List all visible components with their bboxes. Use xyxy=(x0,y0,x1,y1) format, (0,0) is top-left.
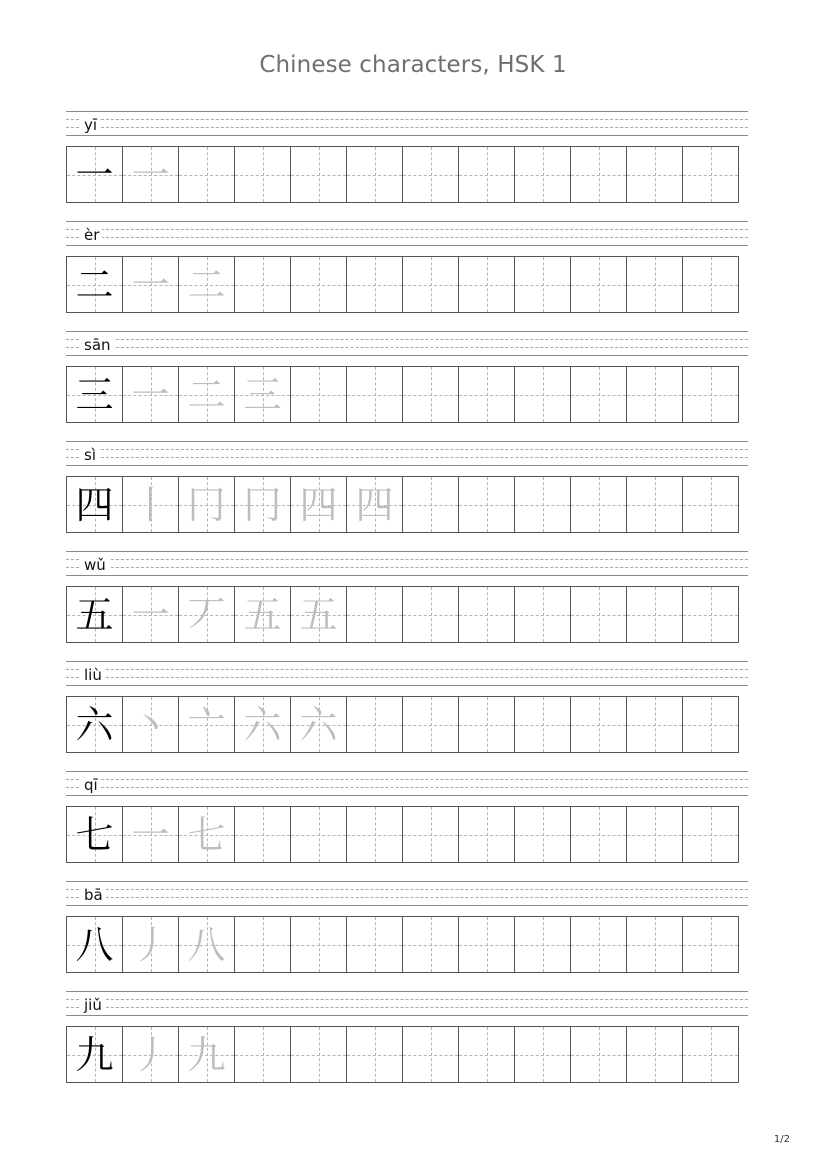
pinyin-guide-lines xyxy=(66,441,748,465)
practice-cell[interactable] xyxy=(458,476,515,533)
stroke-step-character: 五 xyxy=(299,592,338,637)
character-grid xyxy=(66,696,750,753)
stroke-step-character: 五 xyxy=(243,592,282,637)
guide-line xyxy=(66,551,748,552)
practice-cell[interactable] xyxy=(458,366,515,423)
guide-line xyxy=(66,889,748,890)
practice-cell[interactable] xyxy=(626,1026,683,1083)
practice-cell[interactable] xyxy=(346,806,403,863)
practice-cell[interactable] xyxy=(570,1026,627,1083)
stroke-step-character: 冂 xyxy=(187,482,226,527)
practice-row xyxy=(66,991,748,1101)
practice-cell[interactable] xyxy=(682,1026,739,1083)
pinyin-label: sān xyxy=(81,336,114,354)
practice-cell[interactable] xyxy=(458,916,515,973)
practice-row xyxy=(66,221,748,331)
guide-line xyxy=(66,237,748,238)
guide-line xyxy=(66,465,748,466)
character-grid xyxy=(66,256,750,313)
practice-cell[interactable] xyxy=(346,696,403,753)
practice-row xyxy=(66,881,748,991)
practice-row xyxy=(66,661,748,771)
stroke-order-cell xyxy=(122,916,179,973)
model-character-cell xyxy=(66,586,123,643)
guide-line xyxy=(66,685,748,686)
pinyin-guide-lines xyxy=(66,331,748,355)
pinyin-guide-lines xyxy=(66,111,748,135)
practice-cell[interactable] xyxy=(458,696,515,753)
stroke-order-cell xyxy=(290,476,347,533)
practice-cell[interactable] xyxy=(234,806,291,863)
stroke-step-character: 丆 xyxy=(187,592,226,637)
practice-cell[interactable] xyxy=(402,146,459,203)
guide-line xyxy=(66,449,748,450)
guide-line xyxy=(66,559,748,560)
practice-cell[interactable] xyxy=(178,146,235,203)
stroke-order-cell xyxy=(122,1026,179,1083)
practice-cell[interactable] xyxy=(570,366,627,423)
model-character-cell xyxy=(66,146,123,203)
practice-cell[interactable] xyxy=(458,806,515,863)
practice-cell[interactable] xyxy=(290,916,347,973)
practice-cell[interactable] xyxy=(346,916,403,973)
guide-line xyxy=(66,331,748,332)
stroke-step-character: 七 xyxy=(187,812,226,857)
pinyin-guide-lines xyxy=(66,661,748,685)
pinyin-guide-lines xyxy=(66,221,748,245)
pinyin-label: qī xyxy=(81,776,101,794)
stroke-order-cell xyxy=(346,476,403,533)
character-grid xyxy=(66,586,750,643)
guide-line xyxy=(66,575,748,576)
guide-line xyxy=(66,347,748,348)
character-grid xyxy=(66,476,750,533)
character-grid xyxy=(66,146,750,203)
practice-cell[interactable] xyxy=(682,586,739,643)
pinyin-label: yī xyxy=(81,116,100,134)
practice-cell[interactable] xyxy=(514,1026,571,1083)
pinyin-label: wǔ xyxy=(81,556,109,574)
practice-cell[interactable] xyxy=(626,256,683,313)
practice-cell[interactable] xyxy=(626,586,683,643)
practice-cell[interactable] xyxy=(626,806,683,863)
stroke-step-character: 一 xyxy=(131,372,170,417)
stroke-order-cell xyxy=(178,806,235,863)
character-grid xyxy=(66,366,750,423)
stroke-step-character: 六 xyxy=(299,702,338,747)
stroke-step-character: 四 xyxy=(355,482,394,527)
stroke-step-character: 三 xyxy=(243,372,282,417)
stroke-order-cell xyxy=(234,366,291,423)
practice-cell[interactable] xyxy=(290,806,347,863)
practice-cell[interactable] xyxy=(514,586,571,643)
practice-cell[interactable] xyxy=(682,366,739,423)
stroke-order-cell xyxy=(122,256,179,313)
guide-line xyxy=(66,905,748,906)
stroke-order-cell xyxy=(122,586,179,643)
practice-cell[interactable] xyxy=(346,366,403,423)
pinyin-label: èr xyxy=(81,226,102,244)
practice-cell[interactable] xyxy=(514,476,571,533)
guide-line xyxy=(66,135,748,136)
practice-cell[interactable] xyxy=(458,586,515,643)
practice-cell[interactable] xyxy=(682,696,739,753)
practice-cell[interactable] xyxy=(346,1026,403,1083)
practice-cell[interactable] xyxy=(514,366,571,423)
stroke-step-character: 一 xyxy=(131,812,170,857)
model-character-cell xyxy=(66,476,123,533)
model-character-cell xyxy=(66,366,123,423)
stroke-order-cell xyxy=(234,476,291,533)
stroke-order-cell xyxy=(122,476,179,533)
stroke-order-cell xyxy=(178,476,235,533)
stroke-step-character: 丶 xyxy=(131,702,170,747)
stroke-step-character: 丿 xyxy=(131,922,170,967)
stroke-step-character: 二 xyxy=(187,262,226,307)
practice-cell[interactable] xyxy=(570,696,627,753)
practice-cell[interactable] xyxy=(402,476,459,533)
practice-cell[interactable] xyxy=(514,146,571,203)
guide-line xyxy=(66,229,748,230)
stroke-order-cell xyxy=(178,696,235,753)
practice-cell[interactable] xyxy=(514,916,571,973)
guide-line xyxy=(66,355,748,356)
practice-cell[interactable] xyxy=(234,916,291,973)
guide-line xyxy=(66,245,748,246)
practice-cell[interactable] xyxy=(514,256,571,313)
stroke-order-cell xyxy=(122,806,179,863)
practice-cell[interactable] xyxy=(402,366,459,423)
page-title: Chinese characters, HSK 1 xyxy=(259,52,567,78)
character-grid xyxy=(66,806,750,863)
practice-cell[interactable] xyxy=(626,916,683,973)
stroke-step-character: 一 xyxy=(131,592,170,637)
practice-cell[interactable] xyxy=(402,586,459,643)
guide-line xyxy=(66,111,748,112)
guide-line xyxy=(66,779,748,780)
practice-cell[interactable] xyxy=(402,916,459,973)
practice-row xyxy=(66,551,748,661)
stroke-step-character: 八 xyxy=(187,922,226,967)
guide-line xyxy=(66,999,748,1000)
practice-cell[interactable] xyxy=(626,366,683,423)
stroke-order-cell xyxy=(122,146,179,203)
pinyin-label: jiǔ xyxy=(81,996,105,1014)
model-character: 二 xyxy=(75,262,114,307)
practice-row xyxy=(66,771,748,881)
pinyin-guide-lines xyxy=(66,771,748,795)
stroke-step-character: 丨 xyxy=(131,482,170,527)
stroke-step-character: 一 xyxy=(131,262,170,307)
practice-cell[interactable] xyxy=(514,806,571,863)
stroke-order-cell xyxy=(178,916,235,973)
pinyin-label: liù xyxy=(81,666,105,684)
practice-cell[interactable] xyxy=(626,146,683,203)
guide-line xyxy=(66,441,748,442)
stroke-step-character: 四 xyxy=(299,482,338,527)
practice-cell[interactable] xyxy=(234,256,291,313)
stroke-order-cell xyxy=(178,1026,235,1083)
practice-cell[interactable] xyxy=(682,806,739,863)
practice-row xyxy=(66,111,748,221)
model-character-cell xyxy=(66,256,123,313)
model-character: 八 xyxy=(75,922,114,967)
stroke-step-character: 九 xyxy=(187,1032,226,1077)
guide-line xyxy=(66,991,748,992)
practice-cell[interactable] xyxy=(626,476,683,533)
practice-cell[interactable] xyxy=(346,256,403,313)
model-character-cell xyxy=(66,806,123,863)
page-number: 1/2 xyxy=(773,1134,790,1145)
stroke-order-cell xyxy=(178,586,235,643)
practice-cell[interactable] xyxy=(290,1026,347,1083)
model-character: 六 xyxy=(75,702,114,747)
stroke-step-character: 一 xyxy=(131,152,170,197)
guide-line xyxy=(66,771,748,772)
pinyin-label: bā xyxy=(81,886,106,904)
pinyin-label: sì xyxy=(81,446,99,464)
practice-cell[interactable] xyxy=(402,806,459,863)
practice-cell[interactable] xyxy=(570,146,627,203)
model-character-cell xyxy=(66,696,123,753)
practice-cell[interactable] xyxy=(402,1026,459,1083)
practice-cell[interactable] xyxy=(514,696,571,753)
guide-line xyxy=(66,127,748,128)
practice-cell[interactable] xyxy=(626,696,683,753)
model-character-cell xyxy=(66,916,123,973)
stroke-order-cell xyxy=(178,256,235,313)
practice-cell[interactable] xyxy=(290,256,347,313)
practice-cell[interactable] xyxy=(458,1026,515,1083)
guide-line xyxy=(66,787,748,788)
guide-line xyxy=(66,1015,748,1016)
stroke-step-character: 二 xyxy=(187,372,226,417)
practice-cell[interactable] xyxy=(458,146,515,203)
pinyin-guide-lines xyxy=(66,991,748,1015)
model-character: 七 xyxy=(75,812,114,857)
practice-cell[interactable] xyxy=(570,476,627,533)
guide-line xyxy=(66,339,748,340)
guide-line xyxy=(66,795,748,796)
practice-cell[interactable] xyxy=(682,916,739,973)
stroke-step-character: 亠 xyxy=(187,702,226,747)
practice-cell[interactable] xyxy=(346,586,403,643)
practice-cell[interactable] xyxy=(682,256,739,313)
model-character: 三 xyxy=(75,372,114,417)
practice-row xyxy=(66,441,748,551)
model-character: 四 xyxy=(75,482,114,527)
practice-cell[interactable] xyxy=(290,146,347,203)
stroke-order-cell xyxy=(290,696,347,753)
character-grid xyxy=(66,916,750,973)
stroke-order-cell xyxy=(234,586,291,643)
model-character: 一 xyxy=(75,152,114,197)
stroke-order-cell xyxy=(290,586,347,643)
practice-cell[interactable] xyxy=(458,256,515,313)
practice-row xyxy=(66,331,748,441)
practice-cell[interactable] xyxy=(570,586,627,643)
guide-line xyxy=(66,669,748,670)
stroke-order-cell xyxy=(122,366,179,423)
stroke-step-character: 冂 xyxy=(243,482,282,527)
stroke-order-cell xyxy=(122,696,179,753)
practice-cell[interactable] xyxy=(402,696,459,753)
guide-line xyxy=(66,661,748,662)
practice-cell[interactable] xyxy=(290,366,347,423)
guide-line xyxy=(66,881,748,882)
practice-cell[interactable] xyxy=(682,476,739,533)
model-character: 五 xyxy=(75,592,114,637)
stroke-order-cell xyxy=(234,696,291,753)
practice-cell[interactable] xyxy=(234,1026,291,1083)
pinyin-guide-lines xyxy=(66,881,748,905)
practice-cell[interactable] xyxy=(570,806,627,863)
practice-cell[interactable] xyxy=(570,916,627,973)
model-character-cell xyxy=(66,1026,123,1083)
guide-line xyxy=(66,119,748,120)
character-grid xyxy=(66,1026,750,1083)
guide-line xyxy=(66,457,748,458)
guide-line xyxy=(66,567,748,568)
model-character: 九 xyxy=(75,1032,114,1077)
stroke-order-cell xyxy=(178,366,235,423)
practice-cell[interactable] xyxy=(682,146,739,203)
practice-cell[interactable] xyxy=(346,146,403,203)
guide-line xyxy=(66,677,748,678)
practice-cell[interactable] xyxy=(234,146,291,203)
guide-line xyxy=(66,897,748,898)
practice-cell[interactable] xyxy=(402,256,459,313)
stroke-step-character: 六 xyxy=(243,702,282,747)
stroke-step-character: 丿 xyxy=(131,1032,170,1077)
guide-line xyxy=(66,221,748,222)
pinyin-guide-lines xyxy=(66,551,748,575)
practice-cell[interactable] xyxy=(570,256,627,313)
guide-line xyxy=(66,1007,748,1008)
